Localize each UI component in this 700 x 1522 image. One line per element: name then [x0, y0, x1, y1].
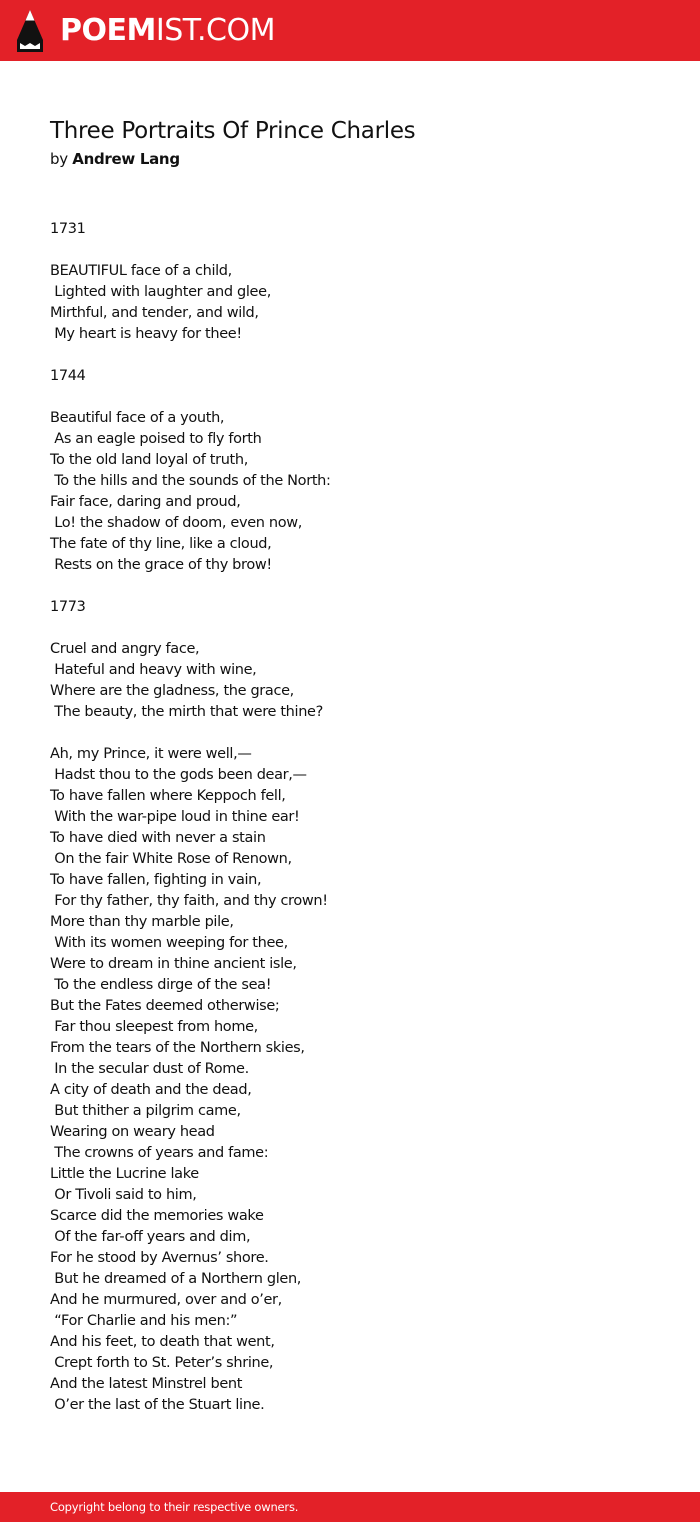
poem-line: My heart is heavy for thee! [50, 326, 242, 342]
poem-line: 1731 [50, 221, 86, 237]
pencil-icon[interactable] [17, 10, 43, 52]
poem-line: And the latest Minstrel bent [50, 1376, 243, 1392]
poem-line [50, 576, 670, 597]
poem-line: 1773 [50, 599, 86, 615]
poem-line [50, 345, 670, 366]
site-header [0, 0, 700, 61]
poem-title: Three Portraits Of Prince Charles [50, 118, 416, 144]
poem-line: From the tears of the Northern skies, [50, 1040, 305, 1056]
poem-line: Scarce did the memories wake [50, 1208, 264, 1224]
copyright-text: Copyright belong to their respective owners. [50, 1500, 299, 1514]
poem-line: Where are the gladness, the grace, [50, 683, 294, 699]
logo-text-light: IST.COM [155, 12, 275, 48]
author-name: Andrew Lang [72, 150, 180, 168]
poem-line: Or Tivoli said to him, [50, 1187, 197, 1203]
poem-line: Lo! the shadow of doom, even now, [50, 515, 303, 531]
poem-line: Wearing on weary head [50, 1124, 215, 1140]
poem-line: The crowns of years and fame: [50, 1145, 269, 1161]
logo-text-bold: POEM [60, 12, 156, 48]
poem-line: Far thou sleepest from home, [50, 1019, 258, 1035]
poem-line: With the war-pipe loud in thine ear! [50, 809, 300, 825]
poem-line: Cruel and angry face, [50, 641, 200, 657]
poem-line: Fair face, daring and proud, [50, 494, 241, 510]
poem-line: Mirthful, and tender, and wild, [50, 305, 259, 321]
poem-line: Of the far-off years and dim, [50, 1229, 251, 1245]
poem-line: To have fallen where Keppoch fell, [50, 788, 286, 804]
poem-line: Hadst thou to the gods been dear,— [50, 767, 307, 783]
poem-line: The fate of thy line, like a cloud, [50, 536, 272, 552]
poem-line: To have died with never a stain [50, 830, 266, 846]
poem-line: Beautiful face of a youth, [50, 410, 225, 426]
poem-line: Were to dream in thine ancient isle, [50, 956, 297, 972]
poem-line: In the secular dust of Rome. [50, 1061, 249, 1077]
poem-line [50, 387, 670, 408]
poem-line: As an eagle poised to fly forth [50, 431, 262, 447]
poem-line: O’er the last of the Stuart line. [50, 1397, 265, 1413]
poem-line: Ah, my Prince, it were well,— [50, 746, 252, 762]
poem-line: More than thy marble pile, [50, 914, 234, 930]
poem-line: Hateful and heavy with wine, [50, 662, 257, 678]
poem-line: And he murmured, over and o’er, [50, 1292, 282, 1308]
poem-line: With its women weeping for thee, [50, 935, 288, 951]
poem-line: And his feet, to death that went, [50, 1334, 275, 1350]
poem-line: To the endless dirge of the sea! [50, 977, 272, 993]
site-logo[interactable] [60, 12, 275, 48]
poem-line: For thy father, thy faith, and thy crown! [50, 893, 328, 909]
byline [50, 150, 670, 168]
poem-heading [50, 112, 670, 168]
poem-line: But thither a pilgrim came, [50, 1103, 241, 1119]
poem-line: 1744 [50, 368, 86, 384]
poem-line: Rests on the grace of thy brow! [50, 557, 272, 573]
poem-line: Crept forth to St. Peter’s shrine, [50, 1355, 274, 1371]
poem-line: Lighted with laughter and glee, [50, 284, 271, 300]
poem-line [50, 618, 670, 639]
poem-line: On the fair White Rose of Renown, [50, 851, 292, 867]
poem-line: The beauty, the mirth that were thine? [50, 704, 323, 720]
poem-body [50, 219, 670, 1416]
poem-line: But the Fates deemed otherwise; [50, 998, 280, 1014]
poem-line: Little the Lucrine lake [50, 1166, 199, 1182]
poem-line: “For Charlie and his men:” [50, 1313, 238, 1329]
poem-line: A city of death and the dead, [50, 1082, 252, 1098]
poem-line: To have fallen, fighting in vain, [50, 872, 262, 888]
poem-line: To the old land loyal of truth, [50, 452, 248, 468]
poem-line [50, 240, 670, 261]
poem-line: For he stood by Avernus’ shore. [50, 1250, 269, 1266]
poem-line [50, 723, 670, 744]
poem-line: To the hills and the sounds of the North: [50, 473, 331, 489]
poem-line: BEAUTIFUL face of a child, [50, 263, 232, 279]
by-label: by [50, 150, 68, 168]
site-footer [0, 1492, 700, 1522]
poem-line: But he dreamed of a Northern glen, [50, 1271, 302, 1287]
